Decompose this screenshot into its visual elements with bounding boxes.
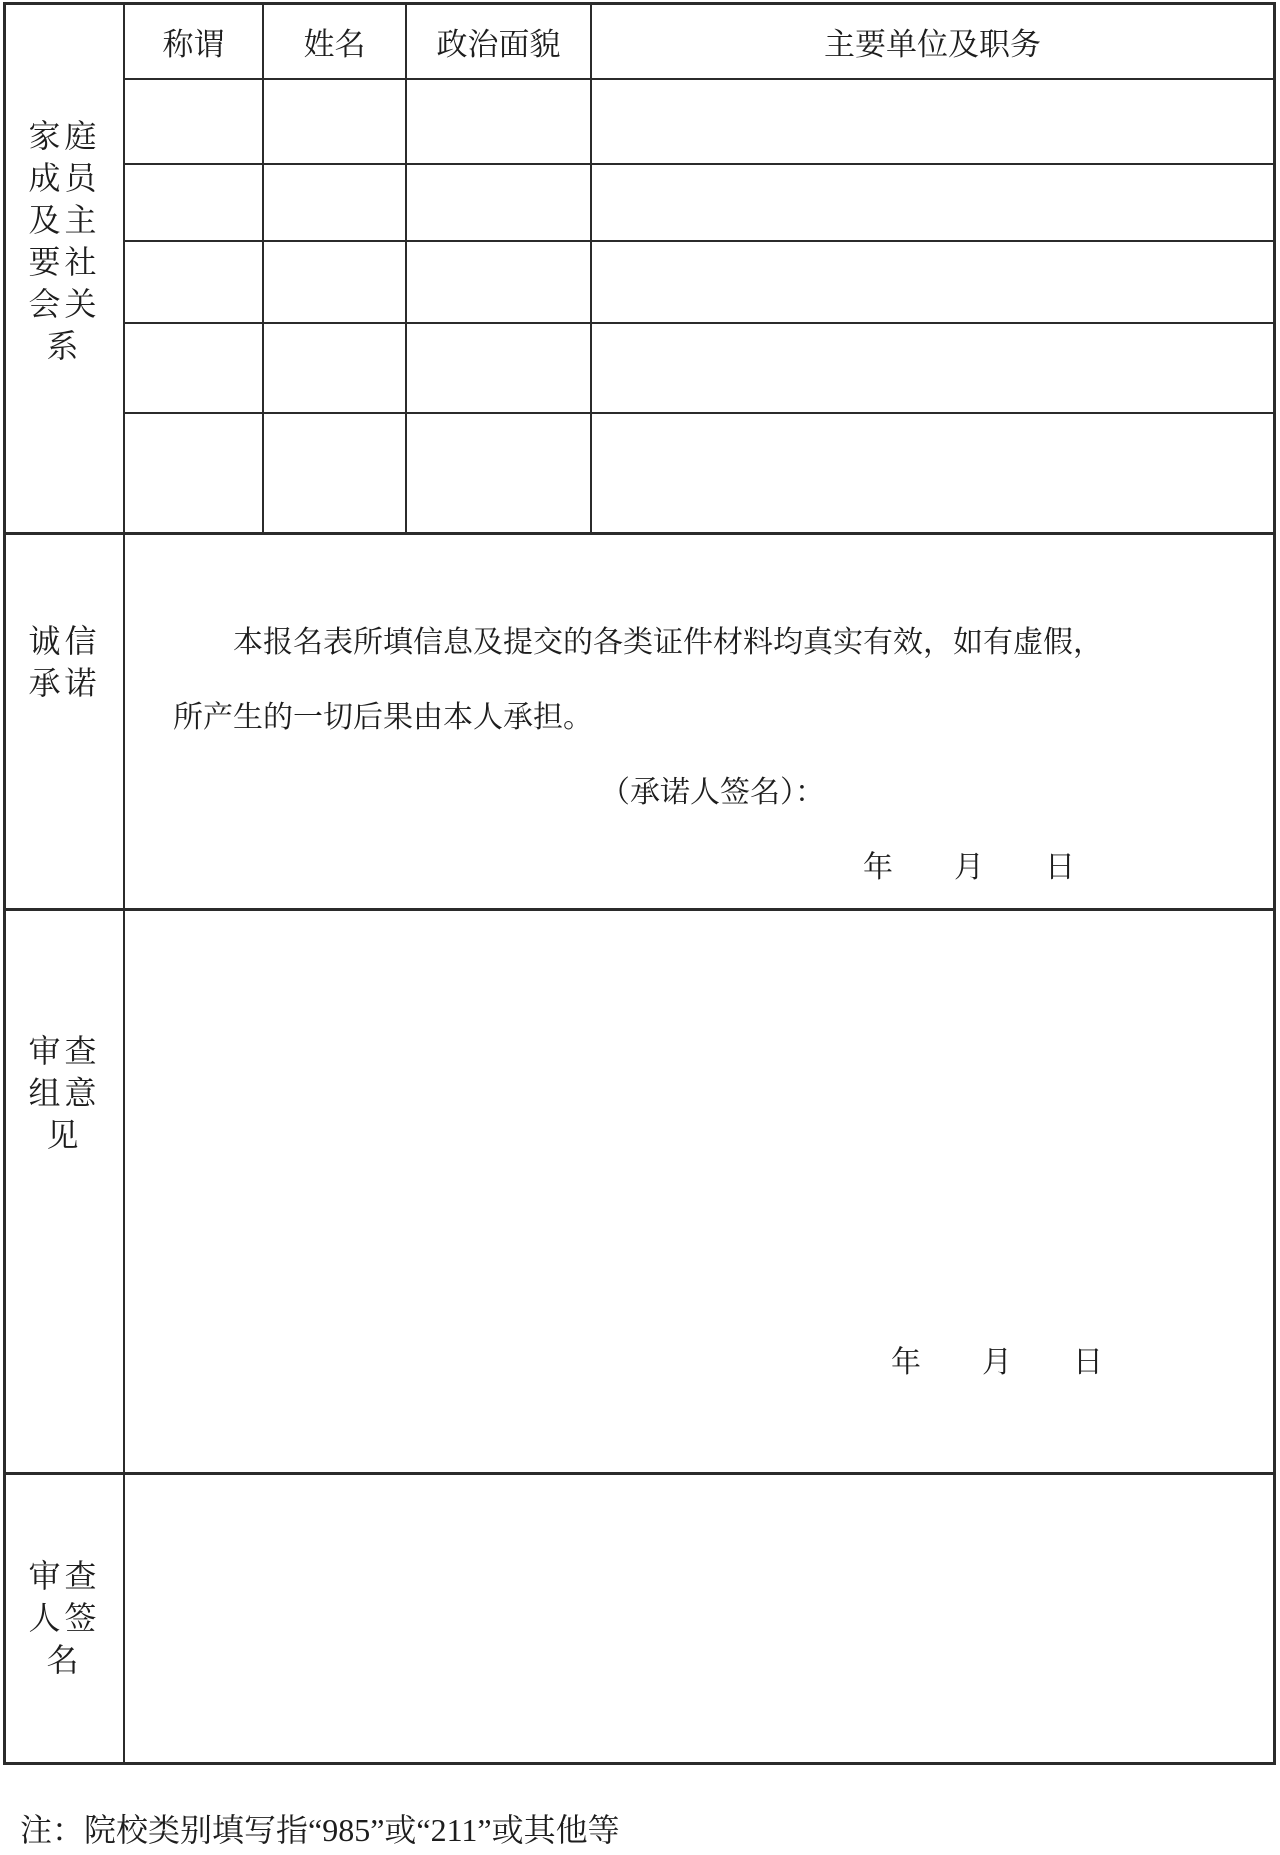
political-status-cell <box>407 414 592 532</box>
year-label: 年 <box>863 851 893 884</box>
row-label-line: 系 <box>46 328 83 364</box>
unit-position-cell <box>592 165 1273 240</box>
row-label-line: 成员 <box>28 160 101 196</box>
application-form-table <box>3 2 1276 1765</box>
row-label-line: 组意 <box>28 1075 101 1111</box>
year-label: 年 <box>891 1346 921 1379</box>
unit-position-cell <box>592 80 1273 163</box>
name-cell <box>264 414 407 532</box>
row-label-line: 审查 <box>28 1033 101 1069</box>
reviewer-signature-area <box>125 1475 1273 1762</box>
name-cell <box>264 324 407 412</box>
family-table-row <box>125 242 1273 324</box>
unit-position-cell <box>592 324 1273 412</box>
section-review-group-opinion <box>6 908 1273 1472</box>
section-integrity-pledge <box>6 532 1273 908</box>
pledge-statement-line-1: 本报名表所填信息及提交的各类证件材料均真实有效，如有虚假， <box>233 626 1103 659</box>
pledge-statement-line-2: 所产生的一切后果由本人承担。 <box>173 701 593 734</box>
family-table-row <box>125 414 1273 532</box>
row-label-line: 要社 <box>28 244 101 280</box>
review-opinion-area <box>125 911 1273 1472</box>
column-header-name: 姓名 <box>264 5 407 78</box>
row-label-line: 见 <box>46 1117 83 1153</box>
review-date-placeholder <box>125 1325 1273 1400</box>
month-label: 月 <box>954 851 984 884</box>
family-table-row <box>125 324 1273 414</box>
relation-cell <box>125 242 264 322</box>
day-label: 日 <box>1045 851 1075 884</box>
unit-position-cell <box>592 414 1273 532</box>
footnote: 注：院校类别填写指“985”或“211”或其他等 <box>20 1812 620 1848</box>
row-label-line: 人签 <box>28 1600 101 1636</box>
row-label-line: 会关 <box>28 286 101 322</box>
section-family-members <box>6 5 1273 532</box>
row-label-line: 诚信 <box>28 623 101 659</box>
section-reviewer-signature <box>6 1472 1273 1762</box>
relation-cell <box>125 324 264 412</box>
relation-cell <box>125 80 264 163</box>
family-table-row <box>125 80 1273 165</box>
review-opinion-row-label <box>6 911 125 1472</box>
row-label-line: 及主 <box>28 202 101 238</box>
integrity-pledge-row-label <box>6 535 125 908</box>
family-table-row <box>125 165 1273 242</box>
political-status-cell <box>407 80 592 163</box>
unit-position-cell <box>592 242 1273 322</box>
month-label: 月 <box>982 1346 1012 1379</box>
pledge-signature-prompt: （承诺人签名）： <box>600 776 825 809</box>
pledge-date-placeholder <box>125 830 1273 905</box>
row-label-line: 名 <box>46 1642 83 1678</box>
column-header-relation: 称谓 <box>125 5 264 78</box>
pledge-statement-area <box>125 535 1273 908</box>
relation-cell <box>125 414 264 532</box>
family-members-grid <box>125 5 1273 532</box>
relation-cell <box>125 165 264 240</box>
column-header-political-status: 政治面貌 <box>407 5 592 78</box>
family-table-header-row <box>125 5 1273 80</box>
name-cell <box>264 242 407 322</box>
political-status-cell <box>407 324 592 412</box>
row-label-line: 承诺 <box>28 665 101 701</box>
name-cell <box>264 165 407 240</box>
family-members-row-label <box>6 5 125 532</box>
row-label-line: 家庭 <box>28 118 101 154</box>
reviewer-signature-row-label <box>6 1475 125 1762</box>
political-status-cell <box>407 165 592 240</box>
political-status-cell <box>407 242 592 322</box>
row-label-line: 审查 <box>28 1558 101 1594</box>
day-label: 日 <box>1073 1346 1103 1379</box>
name-cell <box>264 80 407 163</box>
column-header-unit-position: 主要单位及职务 <box>824 27 1041 62</box>
